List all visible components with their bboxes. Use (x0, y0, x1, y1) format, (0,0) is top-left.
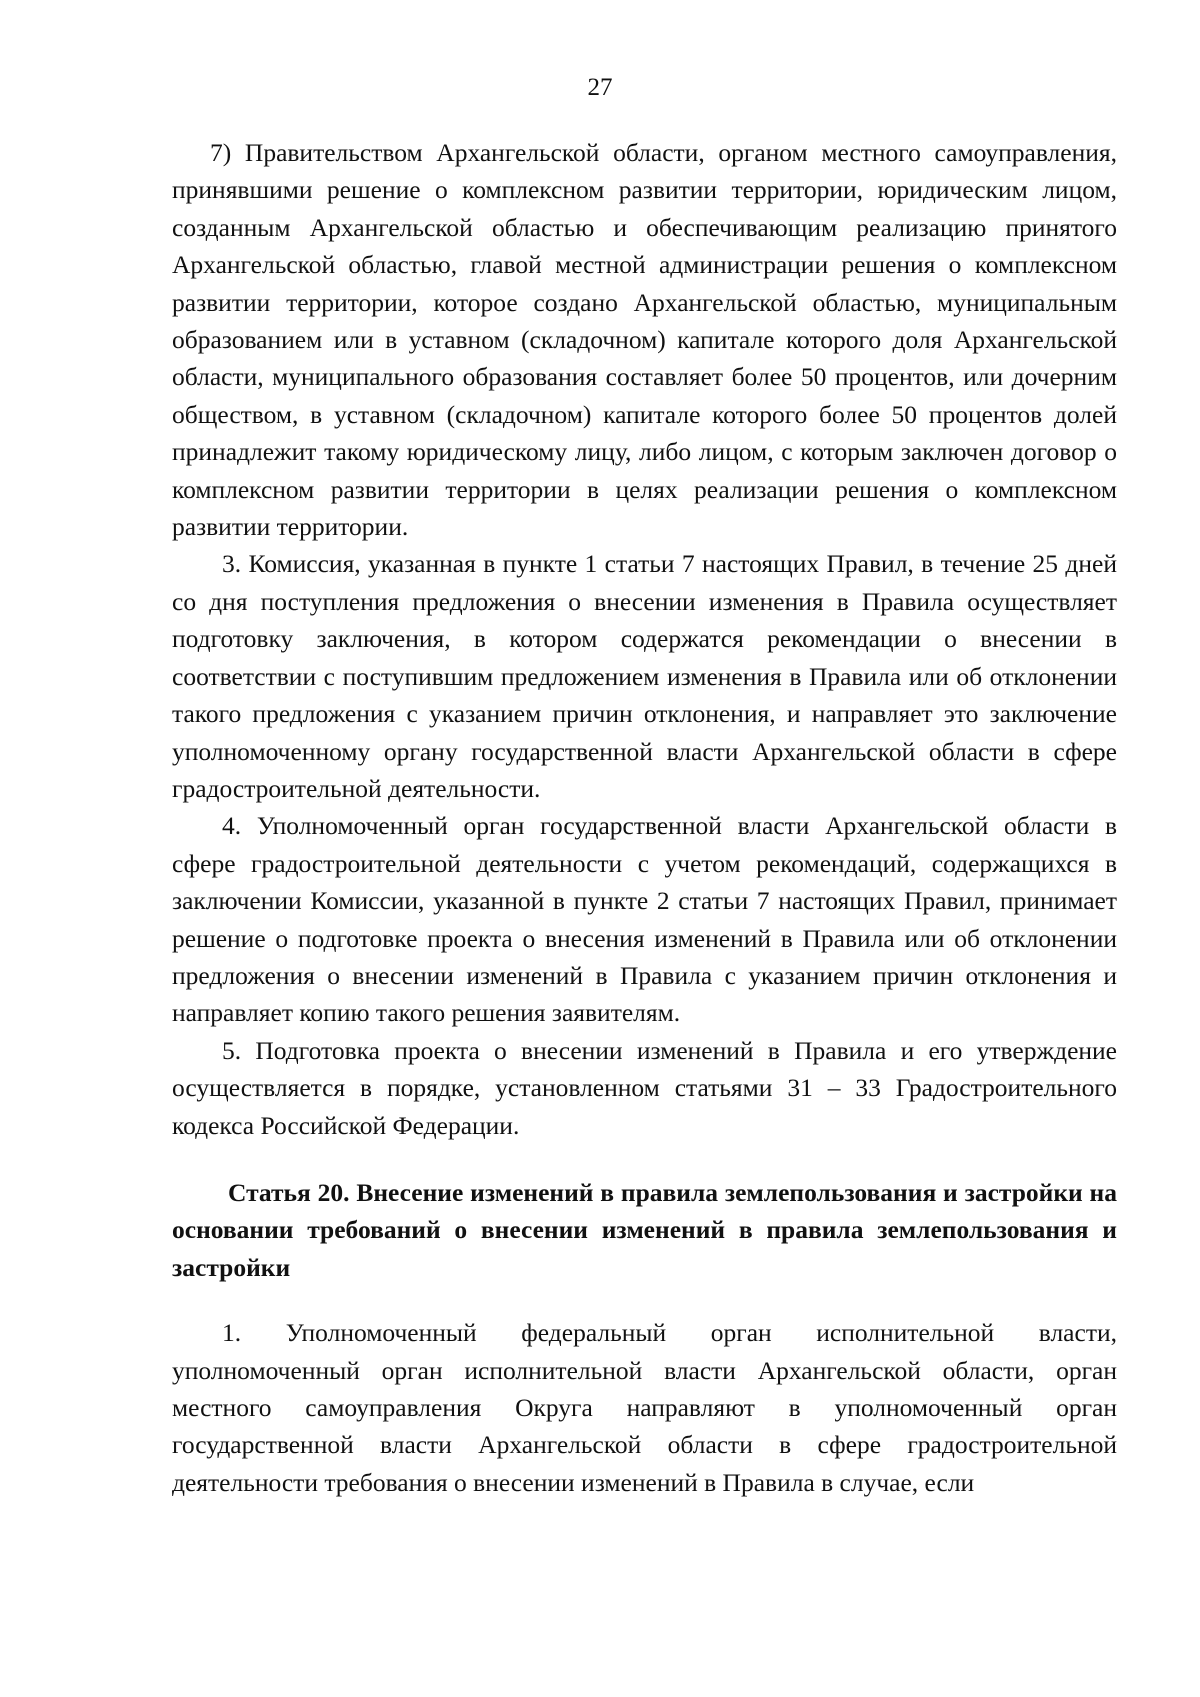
paragraph-4: 4. Уполномоченный орган государственной власти Архангельской области в сфере градостроительной деятельности с учетом рекомендаций, содержащихся в заключении Комиссии, указанной в пункте 2 статьи 7 настоящих Правил, принимает решение о подготовке проекта о внесения изменений в Правила или об отклонении предложения о внесении изменений в Правила с указанием причин отклонения и направляет копию такого решения заявителям. (172, 811, 1117, 1028)
article-20-paragraph-1: 1. Уполномоченный федеральный орган исполнительной власти, уполномоченный орган исполнительной власти Архангельской области, орган местного самоуправления Округа направляют в уполномоченный орган государственной власти Архангельской области в сфере градостроительной деятельности требования о внесении изменений в Правила в случае, если (172, 1318, 1117, 1497)
page-number: 27 (587, 74, 613, 101)
article-20-heading: Статья 20. Внесение изменений в правила землепользования и застройки на основании требований о внесении изменений в правила землепользования и застройки (172, 1177, 1117, 1282)
paragraph-item-7: 7) Правительством Архангельской области, органом местного самоуправления, принявшими решение о комплексном развитии территории, юридическим лицом, созданным Архангельской областью и обеспечивающим реализацию принятого Архангельской областью, главой местной администрации решения о комплексном развитии территории, которое создано Архангельской областью, муниципальным образованием или в уставном (складочном) капитале которого доля Архангельской области, муниципального образования составляет более 50 процентов, или дочерним обществом, в уставном (складочном) капитале которого более 50 процентов долей принадлежит такому юридическому лицу, либо лицом, с которым заключен договор о комплексном развитии территории в целях реализации решения о комплексном развитии территории. (172, 138, 1117, 542)
paragraph-3: 3. Комиссия, указанная в пункте 1 статьи 7 настоящих Правил, в течение 25 дней со дня поступления предложения о внесении изменения в Правила осуществляет подготовку заключения, в котором содержатся рекомендации о внесении в соответствии с поступившим предложением изменения в Правила или об отклонении такого предложения с указанием причин отклонения, и направляет это заключение уполномоченному органу государственной власти Архангельской области в сфере градостроительной деятельности. (172, 549, 1117, 803)
paragraph-5: 5. Подготовка проекта о внесении изменений в Правила и его утверждение осуществляется в порядке, установленном статьями 31 – 33 Градостроительного кодекса Российской Федерации. (172, 1035, 1117, 1140)
document-body (172, 134, 1117, 1501)
